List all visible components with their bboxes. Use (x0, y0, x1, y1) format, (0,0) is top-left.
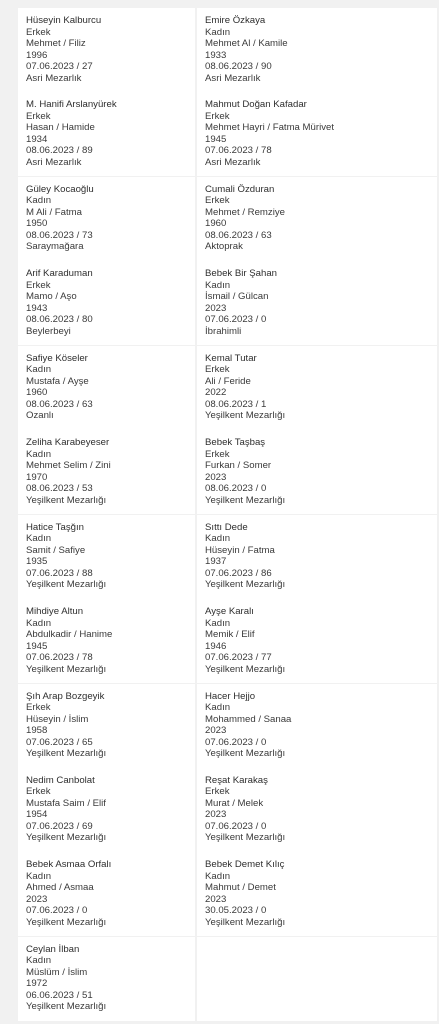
record-birth-year: 2023 (205, 302, 227, 314)
record-birth-year: 1946 (205, 640, 227, 652)
record-date-entry: 07.06.2023 / 77 (205, 652, 272, 664)
record-parents: Ahmed / Asmaa (26, 882, 94, 894)
record-date-entry: 07.06.2023 / 0 (205, 736, 267, 748)
record-gender: Kadın (205, 279, 231, 291)
record-parents: Samit / Safiye (26, 544, 86, 556)
record-gender: Erkek (26, 110, 51, 122)
record-name: Hatice Taşğın (26, 521, 84, 533)
record-birth-year: 1958 (26, 725, 48, 736)
record-gender: Erkek (26, 26, 51, 38)
record-cemetery: Asri Mezarlık (205, 72, 261, 84)
record-gender: Erkek (26, 279, 51, 291)
record-gender: Kadın (205, 702, 231, 713)
record-name: Ceylan İlban (26, 943, 80, 955)
record-name: Bebek Taşbaş (205, 437, 266, 449)
record-date-entry: 07.06.2023 / 65 (26, 736, 93, 748)
record-cell (18, 346, 195, 430)
record-birth-year: 1970 (26, 471, 48, 483)
record-cell (18, 92, 195, 176)
record-parents: Hüseyin / İslim (26, 713, 89, 725)
record-cemetery: Yeşilkent Mezarlığı (205, 494, 286, 506)
record-name: Emire Özkaya (205, 15, 266, 26)
record-parents: M Ali / Fatma (26, 206, 82, 218)
record-name: Zeliha Karabeyeser (26, 437, 110, 449)
record-cemetery: Yeşilkent Mezarlığı (205, 579, 286, 591)
record-name: Kemal Tutar (205, 352, 257, 364)
record-cell (18, 937, 195, 1021)
record-birth-year: 1945 (205, 133, 227, 145)
record-birth-year: 2023 (205, 725, 227, 736)
record-gender: Kadın (26, 195, 52, 207)
record-name: Bebek Bir Şahan (205, 268, 277, 280)
record-birth-year: 2022 (205, 387, 227, 399)
record-name: Bebek Asmaa Orfalı (26, 859, 112, 871)
record-cemetery: Yeşilkent Mezarlığı (26, 748, 107, 759)
record-parents: Furkan / Somer (205, 460, 272, 472)
record-gender: Erkek (205, 448, 230, 460)
record-date-entry: 07.06.2023 / 78 (26, 652, 93, 664)
record-name: Hacer Hejjo (205, 690, 256, 702)
record-parents: Mustafa Saim / Elif (26, 797, 106, 809)
record-parents: Mustafa / Ayşe (26, 375, 89, 387)
record-name: Hüseyin Kalburcu (26, 15, 102, 26)
record-birth-year: 2023 (205, 809, 227, 821)
record-birth-year: 1937 (205, 556, 227, 568)
record-gender: Erkek (26, 702, 51, 713)
record-cell (18, 8, 195, 92)
record-birth-year: 1935 (26, 556, 48, 568)
record-date-entry: 07.06.2023 / 0 (205, 314, 267, 326)
record-birth-year: 1960 (26, 387, 48, 399)
record-birth-year: 1996 (26, 49, 48, 61)
record-birth-year: 2023 (26, 893, 48, 905)
record-name: Reşat Karakaş (205, 774, 268, 786)
record-cemetery: Yeşilkent Mezarlığı (205, 663, 286, 675)
record-gender: Kadın (26, 448, 52, 460)
record-gender: Erkek (205, 786, 230, 798)
record-cemetery: Asri Mezarlık (26, 72, 82, 84)
record-date-entry: 30.05.2023 / 0 (205, 905, 267, 917)
record-cell (18, 768, 195, 852)
record-date-entry: 07.06.2023 / 0 (205, 820, 267, 832)
record-cell (197, 768, 437, 852)
record-parents: Mehmet / Remziye (205, 206, 285, 218)
record-cemetery: İbrahimli (205, 325, 242, 337)
record-birth-year: 1960 (205, 218, 227, 230)
record-cell (197, 177, 437, 261)
record-birth-year: 1950 (26, 218, 48, 230)
record-name: Mihdiye Altun (26, 606, 84, 618)
records-table (18, 8, 437, 1021)
record-cemetery: Yeşilkent Mezarlığı (205, 410, 286, 422)
record-birth-year: 1933 (205, 49, 227, 61)
record-parents: Abdulkadir / Hanime (26, 629, 113, 641)
record-parents: Mehmet Hayri / Fatma Mürivet (205, 122, 335, 134)
record-gender: Kadın (205, 870, 231, 882)
record-cemetery: Yeşilkent Mezarlığı (26, 663, 107, 675)
record-cell (197, 515, 437, 599)
record-cemetery: Aktoprak (205, 241, 243, 253)
record-gender: Kadın (205, 533, 231, 545)
record-gender: Kadın (26, 617, 52, 629)
record-date-entry: 08.06.2023 / 0 (205, 483, 267, 495)
record-cell (197, 92, 437, 176)
record-parents: Murat / Melek (205, 797, 264, 809)
record-birth-year: 2023 (205, 893, 227, 905)
record-name: M. Hanifi Arslanyürek (26, 99, 117, 111)
record-date-entry: 08.06.2023 / 90 (205, 61, 272, 72)
record-birth-year: 2023 (205, 471, 227, 483)
record-cemetery: Saraymağara (26, 241, 84, 253)
record-gender: Kadın (26, 870, 52, 882)
record-parents: Mehmet Al / Kamile (205, 38, 288, 49)
record-cemetery: Beylerbeyi (26, 325, 71, 337)
record-gender: Kadın (26, 955, 52, 967)
record-date-entry: 07.06.2023 / 86 (205, 567, 272, 579)
record-name: Şıh Arap Bozgeyik (26, 690, 105, 702)
record-cell (197, 430, 437, 514)
record-date-entry: 08.06.2023 / 80 (26, 314, 93, 326)
record-parents: Hasan / Hamide (26, 122, 95, 134)
record-parents: Ali / Feride (205, 375, 251, 387)
record-name: Ayşe Karalı (205, 606, 254, 618)
record-parents: Mamo / Aşo (26, 291, 77, 303)
record-name: Arif Karaduman (26, 268, 93, 280)
record-gender: Erkek (205, 110, 230, 122)
record-date-entry: 08.06.2023 / 53 (26, 483, 93, 495)
record-date-entry: 07.06.2023 / 88 (26, 567, 93, 579)
record-cell (197, 599, 437, 683)
record-cell (197, 8, 437, 92)
record-gender: Kadın (26, 533, 52, 545)
record-name: Sıttı Dede (205, 521, 248, 533)
record-gender: Kadın (205, 26, 231, 38)
record-cemetery: Yeşilkent Mezarlığı (205, 832, 286, 844)
record-date-entry: 06.06.2023 / 51 (26, 989, 93, 1001)
record-cemetery: Yeşilkent Mezarlığı (26, 494, 107, 506)
record-cell (18, 599, 195, 683)
record-parents: İsmail / Gülcan (205, 291, 269, 303)
record-date-entry: 07.06.2023 / 27 (26, 61, 93, 72)
record-name: Cumali Özduran (205, 183, 275, 195)
record-cell (197, 852, 437, 936)
record-cell (18, 684, 195, 768)
record-parents: Mohammed / Sanaa (205, 713, 292, 725)
record-date-entry: 07.06.2023 / 0 (26, 905, 88, 917)
record-date-entry: 07.06.2023 / 69 (26, 820, 93, 832)
record-parents: Mehmet / Filiz (26, 38, 86, 49)
record-cemetery: Ozanlı (26, 410, 54, 422)
record-birth-year: 1943 (26, 302, 48, 314)
record-gender: Kadın (205, 617, 231, 629)
record-name: Bebek Demet Kılıç (205, 859, 285, 871)
record-date-entry: 08.06.2023 / 73 (26, 229, 93, 241)
record-date-entry: 08.06.2023 / 63 (26, 398, 93, 410)
record-name: Nedim Canbolat (26, 774, 95, 786)
record-cemetery: Yeşilkent Mezarlığı (26, 832, 107, 844)
record-parents: Memik / Elif (205, 629, 255, 641)
empty-cell (197, 937, 437, 1021)
record-cemetery: Yeşilkent Mezarlığı (26, 1001, 107, 1013)
record-cell (197, 261, 437, 345)
record-cell (18, 515, 195, 599)
record-cell (18, 261, 195, 345)
record-cemetery: Yeşilkent Mezarlığı (205, 748, 286, 759)
record-gender: Erkek (205, 195, 230, 207)
record-date-entry: 07.06.2023 / 78 (205, 145, 272, 157)
record-cell (18, 177, 195, 261)
record-birth-year: 1945 (26, 640, 48, 652)
record-cell (197, 346, 437, 430)
record-name: Güley Kocaoğlu (26, 183, 94, 195)
record-parents: Mahmut / Demet (205, 882, 276, 894)
record-name: Safiye Köseler (26, 352, 88, 364)
record-gender: Erkek (205, 364, 230, 376)
record-gender: Erkek (26, 786, 51, 798)
record-birth-year: 1954 (26, 809, 48, 821)
record-cemetery: Asri Mezarlık (205, 156, 261, 168)
record-date-entry: 08.06.2023 / 1 (205, 398, 267, 410)
record-date-entry: 08.06.2023 / 89 (26, 145, 93, 157)
record-cell (197, 684, 437, 768)
record-cell (18, 852, 195, 936)
record-cell (18, 430, 195, 514)
record-parents: Hüseyin / Fatma (205, 544, 275, 556)
record-cemetery: Yeşilkent Mezarlığı (26, 579, 107, 591)
record-parents: Müslüm / İslim (26, 966, 88, 978)
record-birth-year: 1934 (26, 133, 48, 145)
record-name: Mahmut Doğan Kafadar (205, 99, 307, 111)
record-cemetery: Yeşilkent Mezarlığı (26, 916, 107, 928)
record-gender: Kadın (26, 364, 52, 376)
record-birth-year: 1972 (26, 978, 48, 990)
record-date-entry: 08.06.2023 / 63 (205, 229, 272, 241)
record-cemetery: Asri Mezarlık (26, 156, 82, 168)
record-parents: Mehmet Selim / Zini (26, 460, 111, 472)
record-cemetery: Yeşilkent Mezarlığı (205, 916, 286, 928)
